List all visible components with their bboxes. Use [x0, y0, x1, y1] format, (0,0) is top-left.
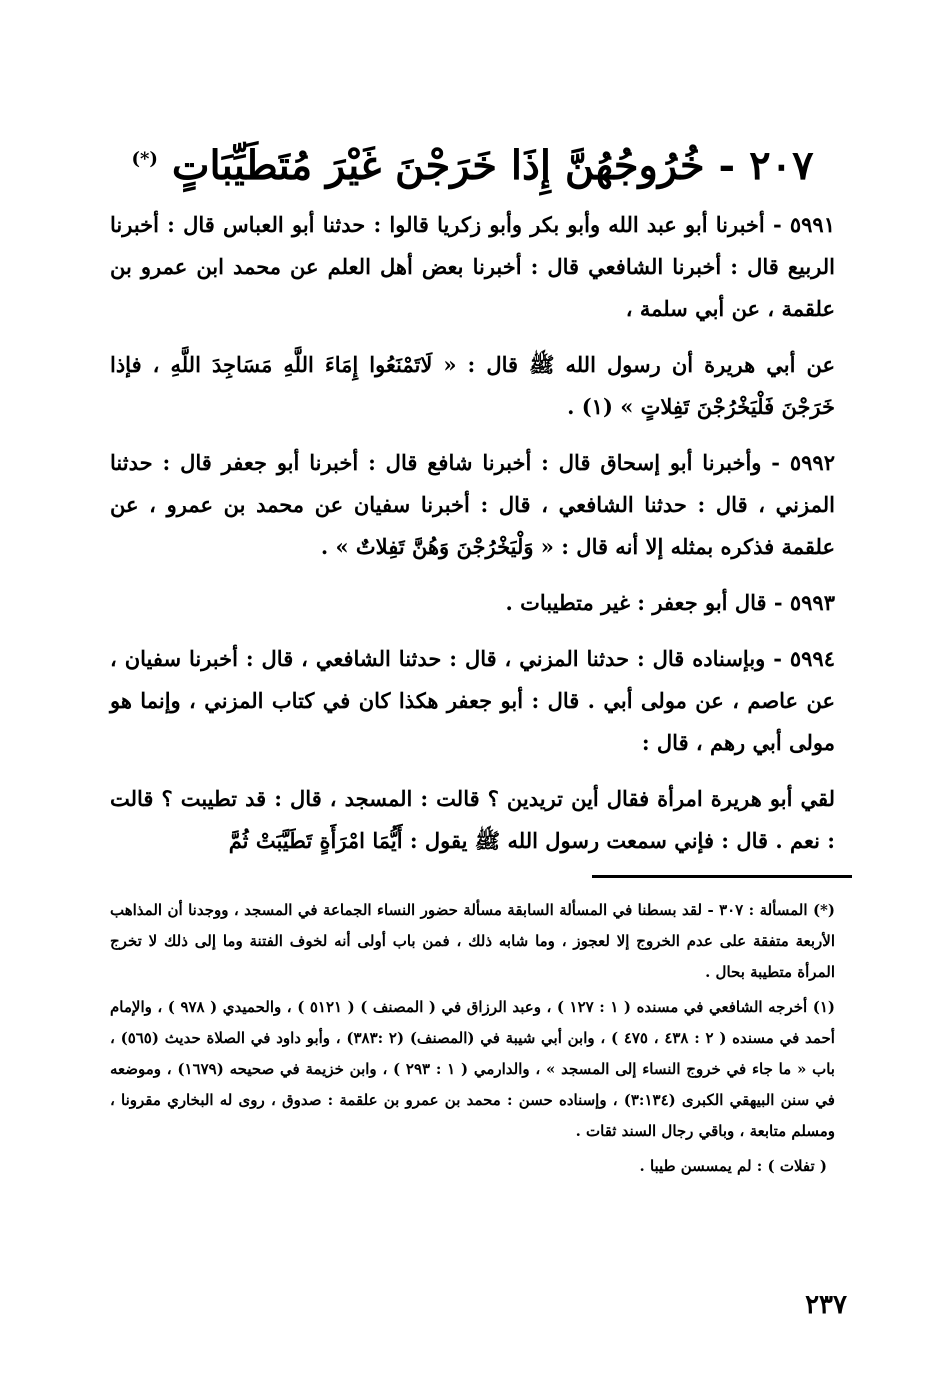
footnote-divider	[592, 875, 852, 878]
hadith-number: ٥٩٩٢	[789, 450, 835, 475]
paragraph-text: وبإسناده قال : حدثنا المزني ، قال : حدثنا الشافعي ، قال : أخبرنا سفيان ، عن عاصم ، عن مولى أبي . قال : أبو جعفر هكذا كان في كتاب المزني ، وإنما هو مولى أبي رهم ، قال :	[110, 646, 835, 755]
paragraph-5994: ٥٩٩٤ - وبإسناده قال : حدثنا المزني ، قال : حدثنا الشافعي ، قال : أخبرنا سفيان ، عن عاصم ، عن مولى أبي . قال : أبو جعفر هكذا كان في كتاب المزني ، وإنما هو مولى أبي رهم ، قال :	[110, 646, 835, 755]
paragraph-text: أخبرنا أبو عبد الله وأبو بكر وأبو زكريا قالوا : حدثنا أبو العباس قال : أخبرنا الربيع قال : أخبرنا الشافعي قال : أخبرنا بعض أهل العلم عن محمد ابن عمرو بن علقمة ، عن أبي سلمة ،	[110, 212, 835, 321]
section-title: خُرُوجُهُنَّ إِذَا خَرَجْنَ غَيْرَ مُتَطَيِّبَاتٍ	[171, 142, 705, 189]
paragraph-text: وأخبرنا أبو إسحاق قال : أخبرنا شافع قال : أخبرنا أبو جعفر قال : حدثنا المزني ، قال : حدثنا الشافعي ، قال : أخبرنا سفيان عن محمد بن عمرو ، عن علقمة فذكره بمثله إلا أنه قال : « وَلْيَخْرُجْنَ وَهُنَّ تَفِلاتٌ » .	[110, 450, 835, 559]
footnote-text: أخرجه الشافعي في مسنده ( ١ : ١٢٧ ) ، وعبد الرزاق في ( المصنف ) ( ٥١٢١ ) ، والحميدي ( ٩٧٨ ) ، والإمام أحمد في مسنده ( ٢ : ٤٣٨ ، ٤٧٥ ) ، وابن أبي شيبة في (المصنف) (٢ :٣٨٣) ، وأبو داود في الصلاة حديث (٥٦٥) ، باب « ما جاء في خروج النساء إلى المسجد » ، والدارمي ( ١ : ٢٩٣ ) ، وابن خزيمة في صحيحه (١٦٧٩) ، وموضعه في سنن البيهقي الكبرى (٣:١٣٤) ، وإسناده حسن : محمد بن عمرو بن علقمة : صدوق ، روى له البخاري مقرونا ، ومسلم متابعة ، وباقي رجال السند ثقات .	[110, 998, 835, 1140]
footnote-issue	[110, 895, 835, 988]
footnote-text: لقد بسطنا في المسألة السابقة مسألة حضور النساء الجماعة في المسجد ، ووجدنا أن المذاهب الأربعة متفقة على عدم الخروج إلا لعجوز ، وما شابه ذلك ، فمن باب أولى أنه لخوف الفتنة وما إلى ذلك لا تخرج المرأة متطيبة بحال .	[110, 901, 835, 981]
section-heading: ٢٠٧ - خُرُوجُهُنَّ إِذَا خَرَجْنَ غَيْرَ مُتَطَيِّبَاتٍ (*)	[131, 142, 814, 189]
section-number: ٢٠٧	[749, 142, 814, 189]
hadith-number: ٥٩٩٣	[789, 590, 835, 615]
page-number: ٢٣٧	[805, 1290, 847, 1320]
footnote-marker: (*)	[131, 148, 158, 170]
footnotes	[110, 895, 835, 1186]
footnote-label: (١)	[812, 998, 836, 1016]
paragraph-text: عن أبي هريرة أن رسول الله ﷺ قال : « لَاتَمْنَعُوا إِمَاءَ اللَّهِ مَسَاجِدَ اللَّهِ ، فإذا خَرَجْنَ فَلْيَخْرُجْنَ تَفِلاتٍ » (١) .	[110, 352, 835, 419]
paragraph-hadith-text-2	[110, 778, 835, 862]
footnote-gloss: ( تفلات ) : لم يمسسن طيبا .	[639, 1157, 827, 1175]
page-body	[110, 140, 835, 876]
paragraph-text: قال أبو جعفر : غير متطيبات .	[505, 590, 767, 615]
paragraph-text: لقي أبو هريرة امرأة فقال أين تريدين ؟ قالت : المسجد ، قال : قد تطيبت ؟ قالت : نعم . قال : فإني سمعت رسول الله ﷺ يقول : أَيُّمَا امْرَأَةٍ تَطَيَّبَتْ ثُمَّ	[110, 786, 835, 853]
paragraph-hadith-text-1	[110, 344, 835, 428]
hadith-number: ٥٩٩٤	[789, 646, 835, 671]
footnote-1	[110, 992, 835, 1147]
paragraph-5993: ٥٩٩٣ - قال أبو جعفر : غير متطيبات .	[505, 590, 835, 615]
footnote-label: (*) المسألة : ٣٠٧ -	[707, 901, 835, 919]
paragraph-5991: ٥٩٩١ - أخبرنا أبو عبد الله وأبو بكر وأبو زكريا قالوا : حدثنا أبو العباس قال : أخبرنا الربيع قال : أخبرنا الشافعي قال : أخبرنا بعض أهل العلم عن محمد ابن عمرو بن علقمة ، عن أبي سلمة ،	[110, 212, 835, 321]
hadith-number: ٥٩٩١	[789, 212, 835, 237]
paragraph-5992: ٥٩٩٢ - وأخبرنا أبو إسحاق قال : أخبرنا شافع قال : أخبرنا أبو جعفر قال : حدثنا المزني ، قال : حدثنا الشافعي ، قال : أخبرنا سفيان عن محمد بن عمرو ، عن علقمة فذكره بمثله إلا أنه قال : « وَلْيَخْرُجْنَ وَهُنَّ تَفِلاتٌ » .	[110, 450, 835, 559]
